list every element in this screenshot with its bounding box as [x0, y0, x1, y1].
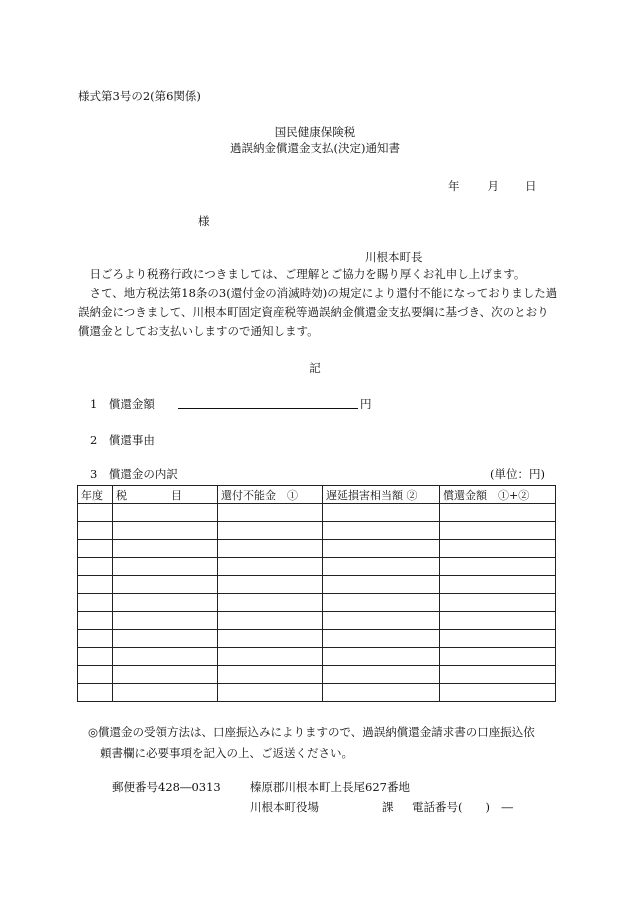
table-cell — [323, 576, 440, 594]
table-cell — [323, 522, 440, 540]
header-fiscal-year: 年度 — [78, 486, 113, 504]
table-cell — [78, 594, 113, 612]
table-cell — [440, 684, 556, 702]
section-label: 課 — [382, 800, 394, 814]
table-cell — [218, 522, 323, 540]
table-cell — [323, 504, 440, 522]
item-breakdown-label: 3 償還金の内訳 — [90, 467, 178, 481]
table-cell — [218, 540, 323, 558]
table-cell — [440, 540, 556, 558]
table-row — [78, 594, 556, 612]
table-cell — [218, 558, 323, 576]
header-tax-item: 税 目 — [113, 486, 218, 504]
table-cell — [323, 630, 440, 648]
table-cell — [218, 666, 323, 684]
office-address: 榛原郡川根本町上長尾627番地 — [250, 780, 410, 794]
table-cell — [440, 558, 556, 576]
postal-code: 郵便番号428―0313 — [112, 780, 221, 794]
table-cell — [323, 540, 440, 558]
note-line-2: 頼書欄に必要事項を記入の上、ご返送ください。 — [100, 746, 353, 760]
table-cell — [78, 630, 113, 648]
date-year: 年 — [448, 179, 460, 193]
table-cell — [440, 504, 556, 522]
table-cell — [218, 594, 323, 612]
table-cell — [218, 612, 323, 630]
date-month: 月 — [487, 179, 499, 193]
table-cell — [323, 558, 440, 576]
table-body — [78, 504, 556, 702]
ki-marker: 記 — [309, 361, 321, 375]
table-cell — [78, 684, 113, 702]
table-cell — [440, 630, 556, 648]
refund-amount-blank-line — [178, 408, 358, 409]
table-cell — [78, 612, 113, 630]
table-cell — [78, 522, 113, 540]
table-row — [78, 504, 556, 522]
table-cell — [323, 666, 440, 684]
table-row — [78, 522, 556, 540]
table-cell — [440, 666, 556, 684]
table-cell — [78, 576, 113, 594]
table-row — [78, 612, 556, 630]
table-row — [78, 684, 556, 702]
note-line-1: ◎償還金の受領方法は、口座振込みによりますので、過誤納償還金請求書の口座振込依 — [88, 725, 535, 739]
header-refund-total: 償還金額 ①+② — [440, 486, 556, 504]
form-number: 様式第3号の2(第6関係) — [78, 89, 201, 103]
table-cell — [440, 594, 556, 612]
table-cell — [440, 522, 556, 540]
document-title-notice: 過誤納金償還金支払(決定)通知書 — [230, 141, 400, 155]
document-title-tax: 国民健康保険税 — [274, 125, 356, 139]
table-cell — [323, 612, 440, 630]
payment-method-note — [88, 722, 558, 764]
greeting-paragraph: 日ごろより税務行政につきましては、ご理解とご協力を賜り厚くお礼申し上げます。 — [89, 267, 526, 281]
table-cell — [113, 630, 218, 648]
recipient-honorific: 様 — [198, 214, 210, 228]
table-cell — [78, 648, 113, 666]
table-row — [78, 540, 556, 558]
office-name: 川根本町役場 — [250, 800, 319, 814]
table-row — [78, 648, 556, 666]
table-row — [78, 630, 556, 648]
header-unrefundable-amount: 還付不能金 ① — [218, 486, 323, 504]
table-cell — [113, 576, 218, 594]
table-cell — [78, 558, 113, 576]
table-cell — [78, 666, 113, 684]
sender-name: 川根本町長 — [365, 250, 423, 264]
table-cell — [78, 504, 113, 522]
phone-number: 電話番号( ) ― — [412, 800, 513, 814]
table-cell — [218, 630, 323, 648]
table-cell — [323, 684, 440, 702]
table-cell — [440, 612, 556, 630]
table-cell — [78, 540, 113, 558]
table-cell — [113, 612, 218, 630]
table-cell — [440, 648, 556, 666]
date-line — [448, 178, 537, 194]
table-cell — [113, 522, 218, 540]
table-cell — [323, 648, 440, 666]
table-cell — [113, 558, 218, 576]
table-cell — [113, 648, 218, 666]
table-cell — [323, 594, 440, 612]
table-row — [78, 576, 556, 594]
table-cell — [218, 504, 323, 522]
yen-unit: 円 — [360, 397, 372, 411]
date-day: 日 — [525, 179, 537, 193]
notice-paragraph: さて、地方税法第18条の3(還付金の消滅時効)の規定により還付不能になっておりました過誤納金につきまして、川根本町固定資産税等過誤納金償還金支払要綱に基づき、次のとおり償還金としてお支払いしますので通知します。 — [78, 286, 558, 338]
breakdown-table — [77, 485, 556, 702]
table-row — [78, 666, 556, 684]
table-header-row — [78, 486, 556, 504]
table-cell — [440, 576, 556, 594]
table-cell — [113, 504, 218, 522]
item-refund-amount-label: 1 償還金額 — [90, 397, 155, 411]
table-cell — [113, 666, 218, 684]
table-cell — [113, 540, 218, 558]
table-cell — [218, 576, 323, 594]
table-row — [78, 558, 556, 576]
table-cell — [113, 594, 218, 612]
header-delay-damages: 遅延損害相当額 ② — [323, 486, 440, 504]
item-refund-reason-label: 2 償還事由 — [90, 433, 155, 447]
unit-note: (単位：円) — [490, 467, 545, 481]
table-cell — [113, 684, 218, 702]
table-cell — [218, 684, 323, 702]
table-cell — [218, 648, 323, 666]
